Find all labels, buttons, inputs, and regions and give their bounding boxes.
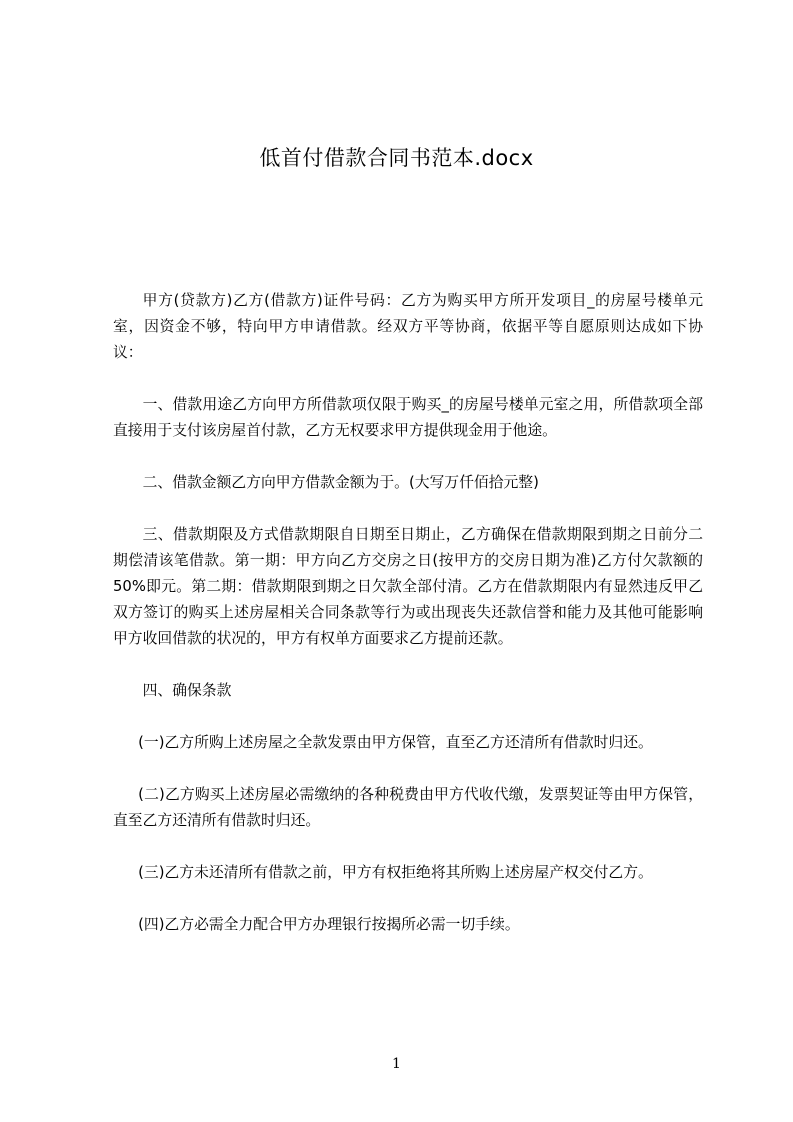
paragraph-guarantee-2: (二)乙方购买上述房屋必需缴纳的各种税费由甲方代收代缴，发票契证等由甲方保管，直至乙方还清所有借款时归还。 — [113, 786, 703, 829]
paragraph-intro: 甲方(贷款方)乙方(借款方)证件号码：乙方为购买甲方所开发项目_的房屋号楼单元室，因资金不够，特向甲方申请借款。经双方平等协商，依据平等自愿原则达成如下协议： — [113, 292, 703, 361]
paragraph-guarantee-heading: 四、确保条款 — [142, 682, 232, 699]
paragraph-loan-purpose: 一、借款用途乙方向甲方所借款项仅限于购买_的房屋号楼单元室之用，所借款项全部直接用于支付该房屋首付款，乙方无权要求甲方提供现金用于他途。 — [113, 396, 703, 439]
paragraph-guarantee-3: (三)乙方未还清所有借款之前，甲方有权拒绝将其所购上述房屋产权交付乙方。 — [138, 864, 653, 881]
document-body — [113, 288, 703, 964]
document-title: 低首付借款合同书范本.docx — [259, 146, 534, 170]
paragraph-guarantee-4: (四)乙方必需全力配合甲方办理银行按揭所必需一切手续。 — [138, 916, 520, 933]
paragraph-loan-amount: 二、借款金额乙方向甲方借款金额为于。(大写万仟佰拾元整) — [142, 474, 539, 491]
paragraph-loan-term: 三、借款期限及方式借款期限自日期至日期止，乙方确保在借款期限到期之日前分二期偿清该笔借款。第一期：甲方向乙方交房之日(按甲方的交房日期为准)乙方付欠款额的50%即元。第二期：借款期限到期之日欠款全部付清。乙方在借款期限内有显然违反甲乙双方签订的购买上述房屋相关合同条款等行为或出现丧失还款信誉和能力及其他可能影响甲方收回借款的状况的，甲方有权单方面要求乙方提前还款。 — [113, 526, 703, 647]
page-number: 1 — [392, 1056, 401, 1072]
paragraph-guarantee-1: (一)乙方所购上述房屋之全款发票由甲方保管，直至乙方还清所有借款时归还。 — [138, 734, 653, 751]
